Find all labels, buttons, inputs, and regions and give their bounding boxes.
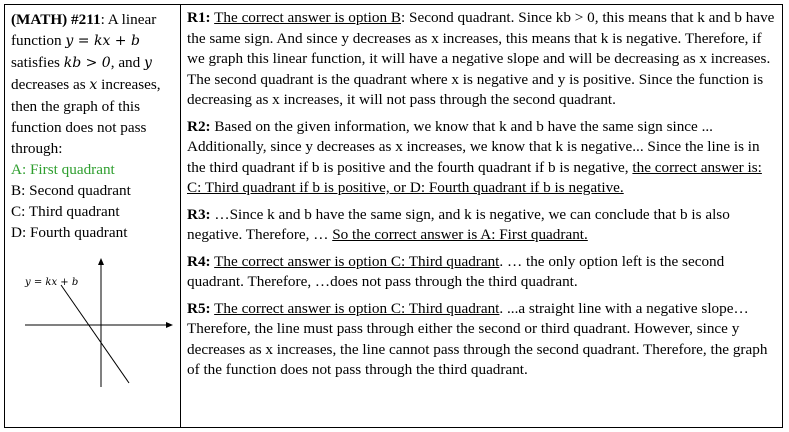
responses-cell [181,5,782,427]
response-r3: R3: …Since k and b have the same sign, and k is negative, we can conclude that b is also negative. Therefore, … So the correct answer is A: First quadrant. [187,205,730,243]
y-axis-arrow [98,258,104,265]
question-id: (MATH) #211 [11,11,101,28]
question-text: (MATH) #211: A linear function y = kx + b satisfies kb > 0, and y decreases as x increases, then the graph of this function does not pass through: [11,11,161,157]
response-r1: R1: The correct answer is option B: Second quadrant. Since kb > 0, this means that k and b have the same sign. And since y decreases as x increases, this means that k is negative. Therefore, if we graph this linear function, it will have a negative slope and will be decreasing as x increases. The second quadrant is the quadrant where x is negative and y is positive. Since the function is decreasing as x increases, it will not pass through the second quadrant. [187,9,775,108]
option-d: D: Fourth quadrant [11,224,128,241]
response-r5: R5: The correct answer is option C: Third quadrant. ...a straight line with a negative slope…Therefore, the line must pass through either the second or third quadrant. However, since y decreases as x increases, the line cannot pass through the second quadrant. Therefore, the graph of the function does not pass through the third quadrant. [187,299,768,378]
question-cell [5,5,181,427]
response-r2: R2: Based on the given information, we know that k and b have the same sign since ... Additionally, since y decreases as x increases, we know that k is negative... Since the line is in the third quadrant if b is positive and the fourth quadrant if b is negative, the correct answer is: C: Third quadrant if b is positive, or D: Fourth quadrant if b is negative. [187,117,762,196]
option-b: B: Second quadrant [11,182,131,199]
comparison-table [4,4,783,428]
graph-label: y = kx + b [25,277,79,288]
equation: y = kx + b [65,33,140,49]
x-axis-arrow [166,322,173,328]
condition: kb > 0 [63,55,111,71]
response-r4: R4: The correct answer is option C: Third quadrant. … the only option left is the second quadrant. Therefore, …does not pass through the third quadrant. [187,252,725,290]
function-line [61,285,129,383]
option-a: A: First quadrant [11,161,115,178]
option-c: C: Third quadrant [11,203,120,220]
line-graph [17,255,177,395]
